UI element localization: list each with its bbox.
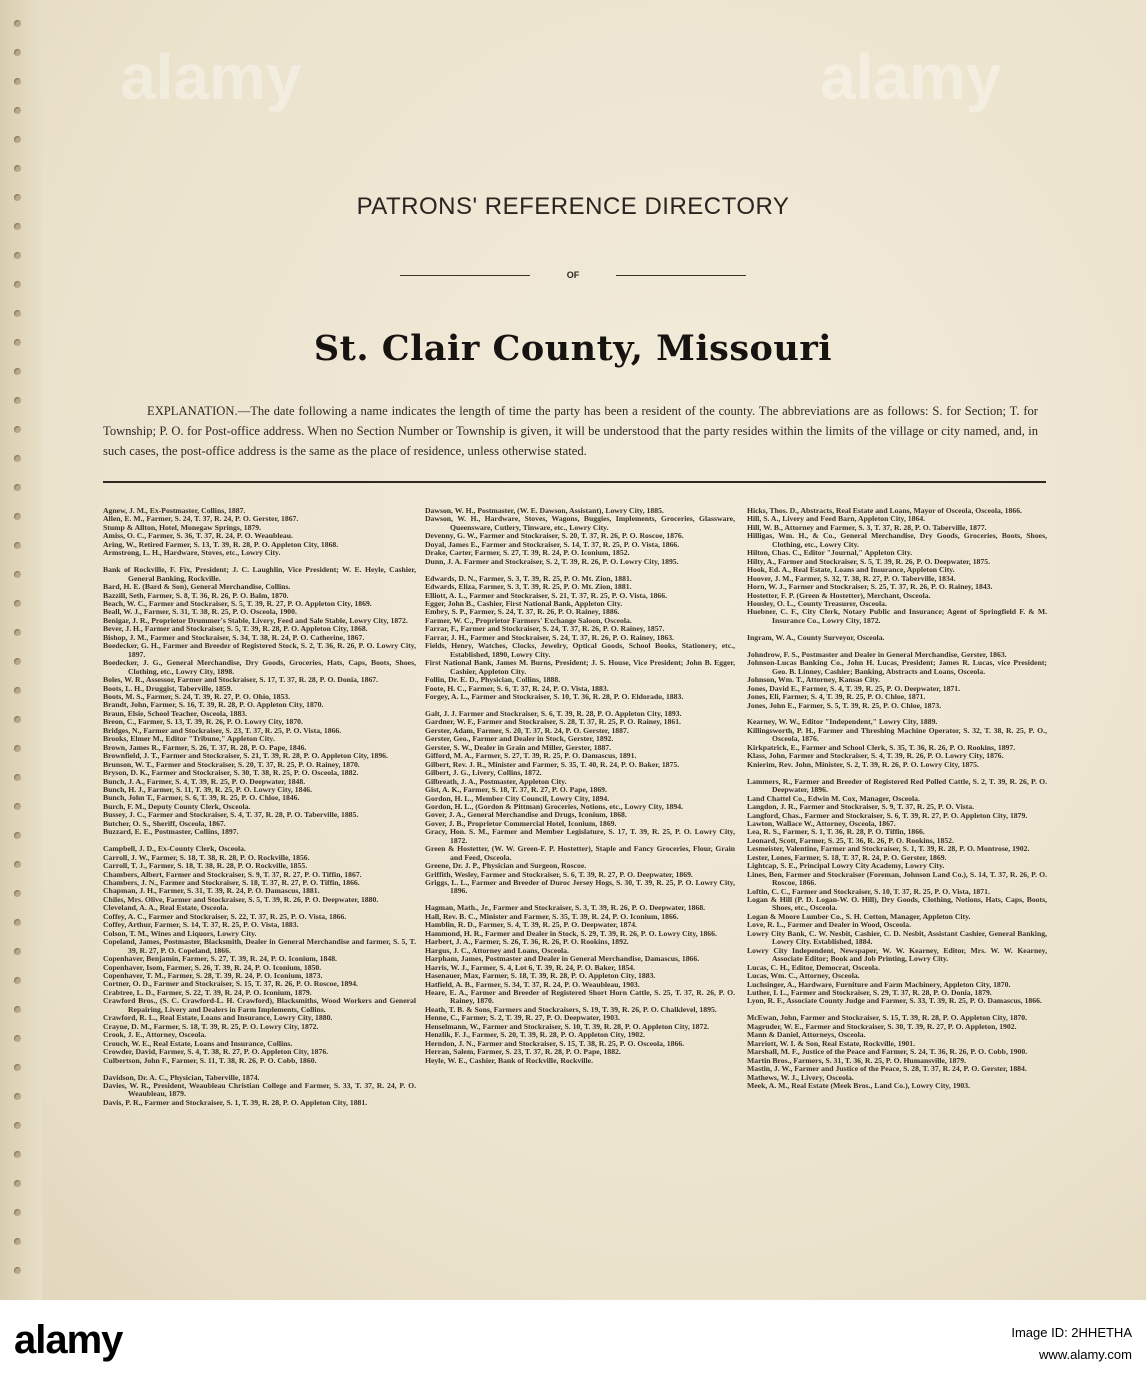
directory-entry: Gifford, M. A., Farmer, S. 27, T. 39, R. 25, P. O. Damascus, 1891. [425,751,637,761]
directory-entry: Lammers, R., Farmer and Breeder of Registered Red Polled Cattle, S. 2, T. 39, R. 26, P. O. Deepwater, 1896. [747,776,1047,795]
directory-entry: Amiss, O. C., Farmer, S. 36, T. 37, R. 24, P. O. Weaubleau. [103,531,293,541]
directory-entry: Carroll, J. W., Farmer, S. 18, T. 38, R. 28, P. O. Rockville, 1856. [103,852,310,862]
directory-entry: Bank of Rockville, F. Fix, President; J. C. Laughlin, Vice President; W. E. Heyle, Cashier, General Banking, Rockville. [103,565,416,583]
directory-entry: Mathews, W. J., Livery, Osceola. [747,1072,854,1082]
directory-entry: Land Chattel Co., Edwin M. Cox, Manager, Osceola. [747,793,920,803]
letter-group [425,575,735,702]
directory-entry: Luther, I. L., Farmer and Stockraiser, S. 29, T. 37, R. 28, P. O. Donia, 1879. [747,988,992,998]
directory-entry: Coffey, Arthur, Farmer, S. 14, T. 37, R. 25, P. O. Vista, 1883. [103,920,299,930]
image-id: Image ID: 2HHETHA [1011,1325,1132,1340]
directory-entry: Mann & Daniel, Attorneys, Osceola. [747,1030,866,1040]
directory-entry: Boedecker, J. G., General Merchandise, Dry Goods, Groceries, Hats, Caps, Boots, Shoes, Clothing, etc., Lowry City, 1898. [103,658,416,676]
directory-entry: Braun, Elsie, School Teacher, Osceola, 1883. [103,708,248,718]
directory-entry: Agnew, J. M., Ex-Postmaster, Collins, 1887. [103,506,246,515]
directory-entry: Ingram, W. A., County Surveyor, Osceola. [747,632,885,642]
directory-entry: Lucas, Wm. C., Attorney, Osceola. [747,971,860,981]
binding-hole [14,542,21,549]
directory-entry: Green & Hostetter, (W. W. Green-F. P. Hostetter), Staple and Fancy Groceries, Flour, Grain and Feed, Osceola. [425,844,735,862]
letter-group [103,845,416,1065]
directory-entry: Herran, Salem, Farmer, S. 23, T. 37, R. 28, P. O. Pape, 1882. [425,1047,621,1057]
directory-entry: Gerster, Geo., Farmer and Dealer in Stock, Gerster, 1892. [425,734,614,744]
directory-entry: Crawford, R. L., Real Estate, Loans and Insurance, Lowry City, 1880. [103,1013,333,1023]
directory-entry: Stump & Allton, Hotel, Monegaw Springs, 1879. [103,522,262,532]
directory-entry: Gilbert, J. G., Livery, Collins, 1872. [425,768,542,778]
directory-entry: Bazzill, Seth, Farmer, S. 8, T. 36, R. 26, P. O. Balm, 1870. [103,590,289,600]
letter-group [425,507,735,566]
directory-entry: Crayne, D. M., Farmer, S. 18, T. 39, R. 25, P. O. Lowry City, 1872. [103,1021,319,1031]
directory-entry: Lea, R. S., Farmer, S. 1, T. 36, R. 28, P. O. Tiffin, 1866. [747,827,925,837]
watermark-logo: alamy [120,41,302,113]
letter-group [747,778,1047,1006]
county-heading: St. Clair County, Missouri [313,328,833,369]
directory-entry: Logan & Moore Lumber Co., S. H. Cotton, Manager, Appleton City. [747,911,971,921]
directory-column-3 [747,507,1047,1099]
directory-entry: Marriott, W. I. & Son, Real Estate, Rockville, 1901. [747,1038,916,1048]
directory-entry: Drake, Carter, Farmer, S. 27, T. 39, R. 24, P. O. Iconium, 1852. [425,548,630,558]
directory-entry: Marshall, M. F., Justice of the Peace and Farmer, S. 24, T. 36, R. 26, P. O. Cobb, 1900. [747,1047,1028,1057]
directory-entry: Henzlik, F. J., Farmer, S. 20, T. 39, R. 28, P. O. Appleton City, 1902. [425,1030,645,1040]
directory-entry: Housley, O. L., County Treasurer, Osceola. [747,598,887,608]
directory-entry: Doyal, James E., Farmer and Stockraiser, S. 14, T. 37, R. 25, P. O. Vista, 1866. [425,539,680,549]
directory-entry: Klass, John, Farmer and Stockraiser, S. 4, T. 39, R. 26, P. O. Lowry City, 1876. [747,751,1004,761]
directory-entry: Edwards, D. N., Farmer, S. 3, T. 39, R. 25, P. O. Mt. Zion, 1881. [425,573,632,583]
binding-hole [14,397,21,404]
directory-entry: Griggs, L. L., Farmer and Breeder of Duroc Jersey Hogs, S. 30, T. 39, R. 25, P. O. Lowry City, 1896. [425,878,735,896]
directory-entry: Johnson, Wm. T., Attorney, Kansas City. [747,675,881,685]
directory-entry: Gilbreath, J. A., Postmaster, Appleton City. [425,776,567,786]
binding-hole [14,368,21,375]
directory-entry: Copenhaver, Isom, Farmer, S. 26, T. 39, R. 24, P. O. Iconium, 1850. [103,962,322,972]
directory-entry: Heyle, W. E., Cashier, Bank of Rockville, Rockville. [425,1055,593,1065]
site-url: www.alamy.com [1039,1347,1132,1362]
directory-entry: Love, R. L., Farmer and Dealer in Wood, Osceola. [747,920,911,930]
directory-entry: Hostetter, F. P. (Green & Hostetter), Merchant, Osceola. [747,590,931,600]
directory-entry: Mastin, J. W., Farmer and Justice of the Peace, S. 28, T. 37, R. 24, P. O. Gerster, 1884. [747,1064,1027,1074]
binding-hole [14,1064,21,1071]
binding-hole [14,252,21,259]
directory-entry: Edwards, Eliza, Farmer, S. 3, T. 39, R. 25, P. O. Mt. Zion, 1881. [425,582,632,592]
directory-entry: Crabtree, L. D., Farmer, S. 22, T. 39, R. 24, P. O. Iconium, 1879. [103,987,312,997]
page-title: PATRONS' REFERENCE DIRECTORY [356,193,790,220]
binding-hole [14,165,21,172]
directory-entry: Bard, H. E. (Bard & Son), General Merchandise, Collins. [103,582,291,592]
letter-group [747,634,1047,642]
directory-entry: Lawton, Wallace W., Attorney, Osceola, 1867. [747,818,896,828]
directory-entry: Brown, James R., Farmer, S. 26, T. 37, R. 28, P. O. Pape, 1846. [103,742,307,752]
directory-entry: Gilbert, Rev. J. R., Minister and Farmer, S. 35, T. 40, R. 24, P. O. Baker, 1875. [425,759,680,769]
binding-hole [14,223,21,230]
binding-hole [14,281,21,288]
directory-entry: Aring, W., Retired Farmer, S. 13, T. 39, R. 28, P. O. Appleton City, 1868. [103,539,339,549]
binding-hole [14,426,21,433]
binding-hole [14,1093,21,1100]
of-label: OF [566,270,580,280]
directory-entry: Hill, W. B., Attorney and Farmer, S. 3, T. 37, R. 28, P. O. Taberville, 1877. [747,522,987,532]
letter-group [747,718,1047,769]
directory-entry: Davies, W. R., President, Weaubleau Christian College and Farmer, S. 33, T. 37, R. 24, P. O. Weaubleau, 1879. [103,1080,416,1099]
directory-entry: Gist, A. K., Farmer, S. 18, T. 37, R. 27, P. O. Pape, 1869. [425,785,607,795]
directory-entry: Davidson, Dr. A. C., Physician, Taberville, 1874. [103,1072,260,1082]
directory-entry: Brooks, Elmer M., Editor "Tribune," Appleton City. [103,734,275,744]
horizontal-rule [103,481,1046,483]
directory-entry: Campbell, J. D., Ex-County Clerk, Osceola. [103,844,246,854]
directory-entry: Huebner, C. F., City Clerk, Notary Public and Insurance; Agent of Springfield F. & M. Insurance Co., Lowry City, 1872. [747,607,1047,625]
directory-entry: Brownfield, J. T., Farmer and Stockraiser, S. 21, T. 39, R. 28, P. O. Appleton City, 1896. [103,751,388,761]
directory-entry: Boots, L. H., Druggist, Taberville, 1859. [103,683,233,693]
directory-entry: Jones, John E., Farmer, S. 5, T. 39, R. 25, P. O. Chloe, 1873. [747,700,942,710]
directory-entry: Gover, J. B., Proprietor Commercial Hotel, Iconium, 1869. [425,818,617,828]
directory-entry: Elliott, A. L., Farmer and Stockraiser, S. 21, T. 37, R. 25, P. O. Vista, 1866. [425,590,668,600]
letter-group [425,710,735,896]
directory-entry: Copeland, James, Postmaster, Blacksmith, Dealer in General Merchandise and farmer, S. 5, T. 39, R. 27, P. O. Copeland, 1866. [103,937,416,955]
directory-entry: Boedecker, G. H., Farmer and Breeder of Registered Stock, S. 2, T. 36, R. 26, P. O. Lowry City, 1897. [103,641,416,659]
directory-entry: Johnson-Lucas Banking Co., John H. Lucas, President; James R. Lucas, vice President; Geo. B. Linney, Cashier; Banking, Abstracts and Loans, Osceola. [747,658,1047,676]
binding-hole [14,20,21,27]
binding-hole [14,803,21,810]
directory-entry: Logan & Hill (P. D. Logan-W. O. Hill), Dry Goods, Clothing, Notions, Hats, Caps, Boots, Shoes, etc., Osceola. [747,895,1047,913]
binding-hole [14,1267,21,1274]
directory-entry: Hook, Ed. A., Real Estate, Loans and Insurance, Appleton City. [747,565,955,575]
directory-entry: Buzzard, E. E., Postmaster, Collins, 1897. [103,827,239,837]
binding-hole [14,107,21,114]
binding-hole [14,571,21,578]
binding-hole [14,745,21,752]
binding-hole [14,977,21,984]
directory-column-2 [425,507,735,1074]
binding-hole [14,455,21,462]
binding-hole [14,600,21,607]
binding-hole [14,1006,21,1013]
directory-entry: Henselmann, W., Farmer and Stockraiser, S. 10, T. 39, R. 28, P. O. Appleton City, 1872. [425,1021,710,1031]
directory-entry: Hammond, H. R., Farmer and Dealer in Stock, S. 29, T. 39, R. 26, P. O. Lowry City, 1866. [425,928,717,938]
directory-entry: Burch, F. M., Deputy County Clerk, Osceola. [103,801,251,811]
directory-entry: Bever, J. H., Farmer and Stockraiser, S. 5, T. 39, R. 28, P. O. Appleton City, 1868. [103,624,368,634]
directory-entry: Bussey, J. C., Farmer and Stockraiser, S. 4, T. 37, R. 28, P. O. Taberville, 1885. [103,810,359,820]
directory-entry: Farmer, W. C., Proprietor Farmers' Exchange Saloon, Osceola. [425,615,632,625]
directory-entry: Gover, J. A., General Merchandise and Drugs, Iconium, 1868. [425,810,627,820]
letter-group [747,507,1047,625]
directory-entry: Hagman, Math., Jr., Farmer and Stockraiser, S. 3, T. 39, R. 26, P. O. Deepwater, 1868. [425,903,706,913]
directory-entry: Gordon, H. L., (Gordon & Pittman) Groceries, Notions, etc., Lowry City, 1894. [425,801,684,811]
directory-entry: Lyon, R. F., Associate County Judge and Farmer, S. 33, T. 39, R. 25, P. O. Damascus, 1866. [747,996,1042,1006]
directory-entry: Langdon, J. R., Farmer and Stockraiser, S. 9, T. 37, R. 25, P. O. Vista. [747,802,975,812]
directory-entry: Galt, J. J. Farmer and Stockraiser, S. 6, T. 39, R. 28, P. O. Appleton City, 1893. [425,708,682,718]
directory-entry: Cleveland, A. A., Real Estate, Osceola. [103,903,229,913]
directory-entry: Griffith, Wesley, Farmer and Stockraiser, S. 6, T. 39, R. 27, P. O. Deepwater, 1869. [425,869,693,879]
binding-hole [14,890,21,897]
directory-entry: Hoover, J. M., Farmer, S. 32, T. 38, R. 27, P. O. Taberville, 1834. [747,573,956,583]
image-id-info [1011,1322,1132,1366]
binding-hole [14,629,21,636]
directory-entry: Forgey, A. L., Farmer and Stockraiser, S. 10, T. 36, R. 28, P. O. Eldorado, 1883. [425,692,684,702]
directory-entry: Egger, John B., Cashier, First National Bank, Appleton City. [425,599,623,609]
directory-entry: Carroll, T. J., Farmer, S. 18, T. 38, R. 28, P. O. Rockville, 1855. [103,861,308,871]
letter-group [425,904,735,1065]
directory-entry: Allen, E. M., Farmer, S. 24, T. 37, R. 24, P. O. Gerster, 1867. [103,514,299,524]
directory-entry: Hatfield, A. B., Farmer, S. 34, T. 37, R. 24, P. O. Weaubleau, 1903. [425,979,640,989]
binding-hole [14,1035,21,1042]
binding-hole [14,948,21,955]
directory-entry: Copenhaver, T. M., Farmer, S. 28, T. 39, R. 24, P. O. Iconium, 1873. [103,971,323,981]
binding-hole [14,78,21,85]
directory-entry: Lowry City Independent, Newspaper, W. W. Kearney, Editor, Mrs. W. W. Kearney, Associate Editor; Book and Job Printing, Lowry City. [747,945,1047,964]
directory-entry: Hicks, Thos. D., Abstracts, Real Estate and Loans, Mayor of Osceola, Osceola, 1866. [747,506,1022,515]
directory-entry: Armstrong, L. H., Hardware, Stoves, etc., Lowry City. [103,548,281,558]
directory-entry: Follin, Dr. E. D., Physician, Collins, 1888. [425,675,561,685]
directory-entry: Brunson, W. T., Farmer and Stockraiser, S. 20, T. 37, R. 25, P. O. Rainey, 1870. [103,759,360,769]
explanation-paragraph: EXPLANATION.—The date following a name indicates the length of time the party has been a resident of the county. The abbreviations are as follows: S. for Section; T. for Township; P. O. for Post-office address. When no Section Number or Township is given, it will be understood that the party resides within the limits of the village or city named, and, in such cases, the post-office address is the same as the place of residence, unless otherwise stated. [103,404,1038,458]
directory-entry: Lester, Lones, Farmer, S. 18, T. 37, R. 24, P. O. Gerster, 1869. [747,852,947,862]
directory-entry: Hilty, A., Farmer and Stockraiser, S. 5, T. 39, R. 26, P. O. Deepwater, 1875. [747,556,991,566]
directory-entry: Kearney, W. W., Editor "Independent," Lowry City, 1889. [747,717,938,727]
directory-entry: Bishop, J. M., Farmer and Stockraiser, S. 34, T. 38, R. 24, P. O. Catherine, 1867. [103,632,365,642]
directory-entry: Foote, H. C., Farmer, S. 6, T. 37, R. 24, P. O. Vista, 1883. [425,683,609,693]
letter-group [747,1014,1047,1090]
directory-entry: Breon, C., Farmer, S. 13, T. 39, R. 26, P. O. Lowry City, 1870. [103,717,303,727]
directory-entry: Crowder, David, Farmer, S. 4, T. 38, R. 27, P. O. Appleton City, 1876. [103,1047,329,1057]
stock-watermark-bar [0,1300,1146,1390]
directory-entry: Henne, C., Farmer, S. 2, T. 39, R. 27, P. O. Deepwater, 1903. [425,1013,620,1023]
binding-hole [14,1180,21,1187]
directory-entry: Horn, W. J., Farmer and Stockraiser, S. 25, T. 37, R. 26, P. O. Rainey, 1843. [747,582,993,592]
directory-entry: Killingsworth, P. H., Farmer and Threshing Machine Operator, S. 32, T. 38, R. 25, P. O., Osceola, 1876. [747,725,1047,744]
binding-hole [14,310,21,317]
binding-hole [14,513,21,520]
directory-entry: Boles, W. R., Assessor, Farmer and Stockraiser, S. 17, T. 37, R. 28, P. O. Donia, 1867. [103,675,379,685]
directory-entry: Magruder, W. E., Farmer and Stockraiser, S. 30, T. 39, R. 27, P. O. Appleton, 1902. [747,1021,1017,1031]
directory-entry: Harbert, J. A., Farmer, S. 26, T. 36, R. 26, P. O. Rookins, 1892. [425,937,629,947]
directory-entry: Lucas, C. H., Editor, Democrat, Osceola. [747,962,880,972]
directory-entry: Butcher, O. S., Sheriff, Osceola, 1867. [103,818,226,828]
directory-entry: Davis, P. R., Farmer and Stockraiser, S. 1, T. 39, R. 28, P. O. Appleton City, 1881. [103,1097,368,1107]
binding-hole [14,658,21,665]
alamy-logo: alamy [14,1318,123,1362]
directory-entry: Knierim, Rev. John, Minister, S. 2, T. 39, R. 26, P. O. Lowry City, 1875. [747,759,979,769]
binding-hole [14,687,21,694]
directory-entry: Bryson, D. K., Farmer and Stockraiser, S. 30, T. 38, R. 25, P. O. Osceola, 1882. [103,768,359,778]
binding-hole [14,861,21,868]
directory-entry: Bridges, N., Farmer and Stockraiser, S. 23, T. 37, R. 25, P. O. Vista, 1866. [103,725,342,735]
binding-hole [14,1238,21,1245]
binding-hole [14,49,21,56]
binding-hole [14,832,21,839]
directory-entry: Meek, A. M., Real Estate (Meek Bros., Land Co.), Lowry City, 1903. [747,1081,970,1091]
binding-hole [14,774,21,781]
directory-entry: Cortner, O. D., Farmer and Stockraiser, S. 15, T. 37, R. 26, P. O. Roscoe, 1894. [103,979,358,989]
directory-entry: Hasenauer, Max, Farmer, S. 18, T. 39, R. 28, P. O. Appleton City, 1883. [425,971,656,981]
directory-entry: Fields, Henry, Watches, Clocks, Jewelry, Optical Goods, School Books, Stationery, etc., Established, 1890, Lowry City. [425,641,735,659]
directory-entry: Copenhaver, Benjamin, Farmer, S. 27, T. 39, R. 24, P. O. Iconium, 1848. [103,954,337,964]
directory-entry: Beall, W. J., Farmer, S. 31, T. 38, R. 25, P. O. Osceola, 1900. [103,607,297,617]
directory-entry: Chambers, J. N., Farmer and Stockraiser, S. 18, T. 37, R. 27, P. O. Tiffin, 1866. [103,878,360,888]
directory-entry: Bunch, John T., Farmer, S. 6, T. 39, R. 25, P. O. Chloe, 1846. [103,793,300,803]
directory-entry: Hill, S. A., Livery and Feed Barn, Appleton City, 1864. [747,514,926,524]
directory-entry: Beach, W. C., Farmer and Stockraiser, S. 5, T. 39, R. 27, P. O. Appleton City, 1869. [103,599,372,609]
directory-entry: Harris, W. J., Farmer, S. 4, Lot 6, T. 39, R. 24, P. O. Baker, 1854. [425,962,636,972]
directory-entry: Gordon, H. L., Member City Council, Lowry City, 1894. [425,793,610,803]
directory-entry: Devenny, G. W., Farmer and Stockraiser, S. 20, T. 37, R. 26, P. O. Roscoe, 1876. [425,531,684,541]
watermark-logo: alamy [820,41,1002,113]
directory-entry: Dunn, J. A. Farmer and Stockraiser, S. 2, T. 39, R. 26, P. O. Lowry City, 1895. [425,556,679,566]
directory-entry: Crawford Bros., (S. C. Crawford-L. H. Crawford), Blacksmiths, Wood Workers and General Repairing, Livery and Dealers in Farm Implements, Collins. [103,996,416,1014]
directory-entry: Dawson, W. H., Postmaster, (W. E. Dawson, Assistant), Lowry City, 1885. [425,506,664,515]
letter-group [103,507,416,558]
directory-entry: Dawson, W. H., Hardware, Stoves, Wagons, Buggies, Implements, Groceries, Glassware, Queensware, Cutlery, Tinware, etc., Lowry City. [425,514,735,532]
directory-entry: Hall, Rev. B. C., Minister and Farmer, S. 35, T. 39, R. 24, P. O. Iconium, 1866. [425,911,679,921]
directory-entry: Benigar, J. R., Proprietor Drummer's Stable, Livery, Feed and Sale Stable, Lowry City, 1872. [103,615,408,625]
directory-entry: Boots, M. S., Farmer, S. 24, T. 39, R. 27, P. O. Ohio, 1853. [103,692,291,702]
directory-entry: Kirkpatrick, E., Farmer and School Clerk, S. 35, T. 36, R. 26, P. O. Rookins, 1897. [747,742,1016,752]
directory-entry: Crook, J. E., Attorney, Osceola. [103,1030,207,1040]
directory-entry: Jones, David E., Farmer, S. 4, T. 39, R. 25, P. O. Deepwater, 1871. [747,683,961,693]
directory-entry: Brandt, John, Farmer, S. 16, T. 39, R. 28, P. O. Appleton City, 1870. [103,700,324,710]
directory-entry: Gerster, Adam, Farmer, S. 20, T. 37, R. 24, P. O. Gerster, 1887. [425,725,629,735]
binding-hole [14,1122,21,1129]
directory-entry: Chambers, Albert, Farmer and Stockraiser, S. 9, T. 37, R. 27, P. O. Tiffin, 1867. [103,869,362,879]
directory-entry: Bunch, J. A., Farmer, S. 4, T. 39, R. 25, P. O. Deepwater, 1848. [103,776,306,786]
binding-hole [14,716,21,723]
directory-entry: Herndon, J. N., Farmer and Stockraiser, S. 15, T. 38, R. 25, P. O. Osceola, 1866. [425,1038,685,1048]
directory-entry: Hamblin, R. D., Farmer, S. 4, T. 39, R. 25, P. O. Deepwater, 1874. [425,920,637,930]
directory-entry: Luchsinger, A., Hardware, Furniture and Farm Machinery, Appleton City, 1870. [747,979,1011,989]
directory-entry: Coffey, A. C., Farmer and Stockraiser, S. 22, T. 37, R. 25, P. O. Vista, 1866. [103,911,347,921]
directory-entry: Lowry City Bank, C. W. Nesbit, Cashier, C. D. Nesbit, Assistant Cashier, General Banking, Lowry City. Established, 1884. [747,928,1047,947]
divider-line-right [616,275,746,276]
directory-entry: Chiles, Mrs. Olive, Farmer and Stockraiser, S. 5, T. 39, R. 26, P. O. Deepwater, 1880. [103,894,379,904]
directory-entry: Langford, Chas., Farmer and Stockraiser, S. 6, T. 39, R. 27, P. O. Appleton City, 1879. [747,810,1028,820]
directory-entry: Martin Bros., Farmers, S. 31, T. 36, R. 25, P. O. Humansville, 1879. [747,1055,967,1065]
directory-entry: Colson, T. M., Wines and Liquors, Lowry City. [103,928,257,938]
directory-entry: Harpham, James, Postmaster and Dealer in General Merchandise, Damascus, 1866. [425,954,700,964]
directory-entry: Lightcap, S. E., Principal Lowry City Academy, Lowry City. [747,861,945,871]
directory-entry: Gracy, Hon. S. M., Farmer and Member Legislature, S. 17, T. 39, R. 25, P. O. Lowry City, 1872. [425,827,735,845]
directory-entry: Chapman, J. H., Farmer, S. 31, T. 39, R. 24, P. O. Damascus, 1881. [103,886,320,896]
directory-entry: Heath, T. B. & Sons, Farmers and Stockraisers, S. 19, T. 39, R. 26, P. O. Chalklevel, 1895. [425,1004,717,1014]
directory-entry: Gerster, S. W., Dealer in Grain and Miller, Gerster, 1887. [425,742,612,752]
binding-hole [14,1151,21,1158]
directory-entry: Hargus, J. C., Attorney and Loans, Osceola. [425,945,569,955]
directory-entry: Bunch, H. J., Farmer, S. 11, T. 39, R. 25, P. O. Lowry City, 1846. [103,785,313,794]
directory-entry: Crouch, W. E., Real Estate, Loans and Insurance, Collins. [103,1038,293,1048]
letter-group [747,651,1047,710]
directory-entry: Gardner, W. F., Farmer and Stockraiser, S. 28, T. 37, R. 25, P. O. Rainey, 1861. [425,717,681,727]
binding-hole [14,1209,21,1216]
directory-entry: Hilligas, Wm. H., & Co., General Merchandise, Dry Goods, Groceries, Boots, Shoes, Clothing, etc., Lowry City. [747,531,1047,549]
directory-entry: Farrar, J. H., Farmer and Stockraiser, S. 24, T. 37, R. 26, P. O. Rainey, 1863. [425,632,674,642]
binding-hole [14,919,21,926]
directory-entry: Lesmeister, Valentine, Farmer and Stockraiser, S. 1, T. 39, R. 28, P. O. Montrose, 1902. [747,844,1030,854]
directory-entry: McEwan, John, Farmer and Stockraiser, S. 15, T. 39, R. 28, P. O. Appleton City, 1870. [747,1013,1028,1023]
directory-entry: Hilton, Chas. C., Editor "Journal," Appleton City. [747,548,913,558]
directory-entry: Culbertson, John F., Farmer, S. 11, T. 38, R. 26, P. O. Cobb, 1860. [103,1055,317,1065]
directory-entry: Loftin, C. C., Farmer and Stockraiser, S. 10, T. 37, R. 25, P. O. Vista, 1871. [747,886,990,896]
directory-entry: Greene, Dr. J. P., Physician and Surgeon, Roscoe. [425,861,587,871]
directory-column-1 [103,507,416,1116]
directory-entry: Embry, S. P., Farmer, S. 24, T. 37, R. 26, P. O. Rainey, 1886. [425,607,620,617]
directory-entry: Johndrow, F. S., Postmaster and Dealer in General Merchandise, Gerster, 1863. [747,649,1007,659]
directory-entry: Leonard, Scott, Farmer, S. 25, T. 36, R. 26, P. O. Rookins, 1852. [747,835,954,845]
binding-hole [14,136,21,143]
of-divider [400,268,746,284]
letter-group [103,1074,416,1108]
directory-entry: Jones, Eli, Farmer, S. 4, T. 39, R. 25, P. O. Chloe, 1871. [747,692,926,702]
binding-hole [14,484,21,491]
directory-entry: Heare, E. A., Farmer and Breeder of Registered Short Horn Cattle, S. 25, T. 37, R. 26, P. O. Rainey, 1870. [425,987,735,1006]
directory-entry: Lines, Ben, Farmer and Stockraiser (Foreman, Johnson Land Co.), S. 14, T. 37, R. 26, P. O. Roscoe, 1866. [747,869,1047,888]
letter-group [103,566,416,837]
directory-entry: First National Bank, James M. Burns, President; J. S. House, Vice President; John B. Egger, Cashier, Appleton City. [425,658,735,676]
directory-entry: Farrar, F., Farmer and Stockraiser, S. 24, T. 37, R. 26, P. O. Rainey, 1857. [425,624,665,634]
